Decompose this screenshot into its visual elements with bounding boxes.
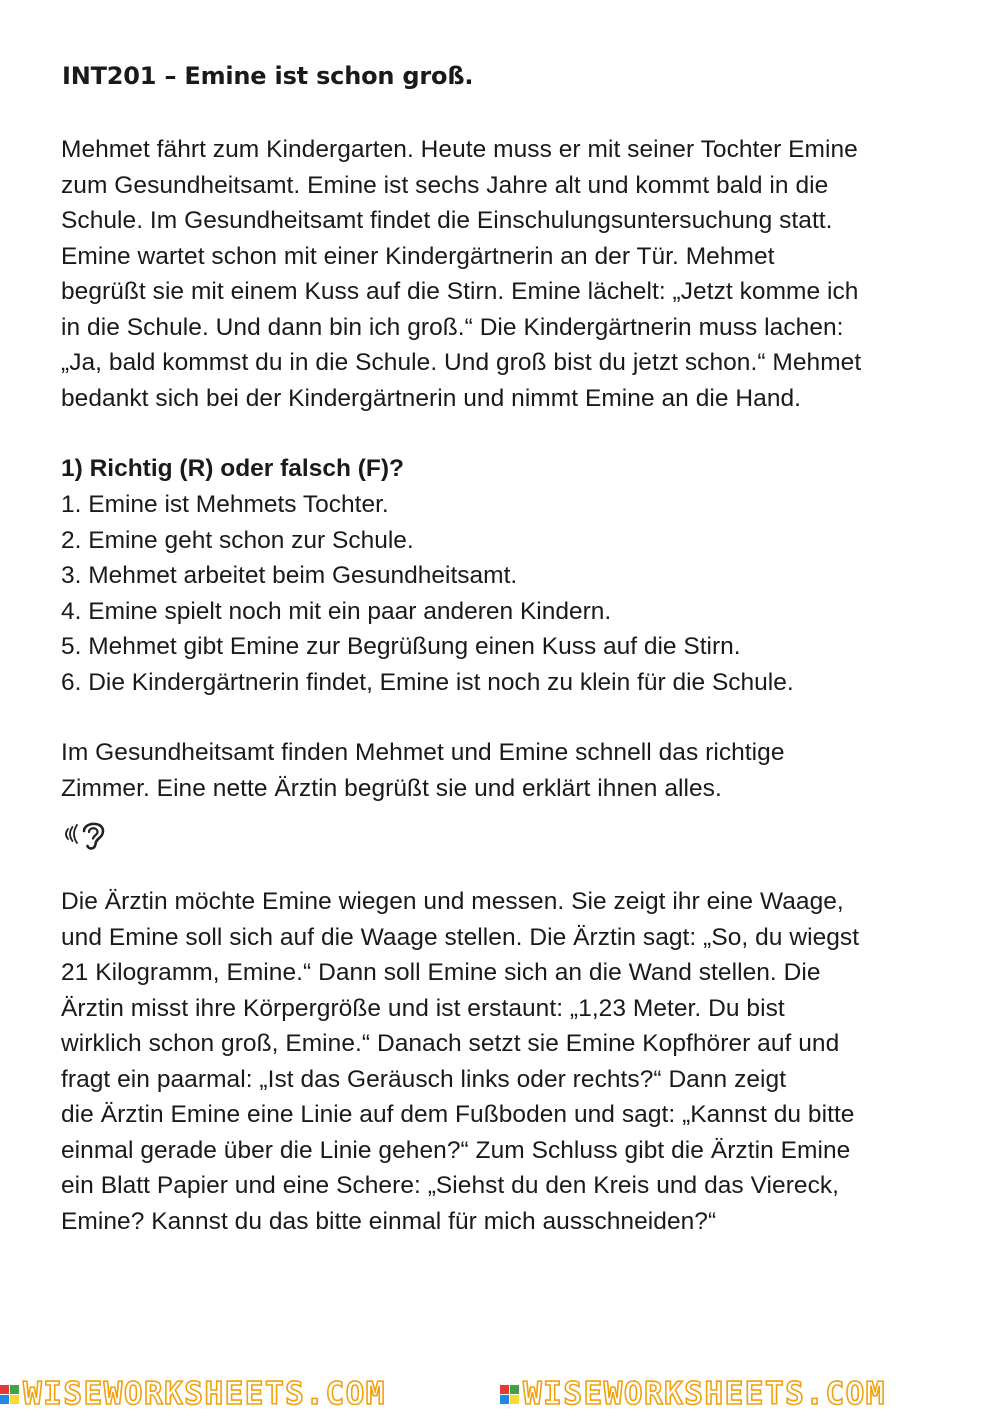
logo-square (510, 1385, 519, 1394)
logo-square (510, 1395, 519, 1404)
logo-icon (500, 1385, 519, 1404)
text-line: begrüßt sie mit einem Kuss auf die Stirn. Emine lächelt: „Jetzt komme ich (61, 278, 859, 305)
logo-icon (0, 1385, 19, 1404)
story-paragraph-2 (61, 735, 961, 806)
watermark (500, 1375, 1000, 1412)
text-line: 21 Kilogramm, Emine.“ Dann soll Emine sich an die Wand stellen. Die (61, 959, 821, 986)
logo-square (0, 1395, 9, 1404)
logo-square (500, 1385, 509, 1394)
text-line: bedankt sich bei der Kindergärtnerin und nimmt Emine an die Hand. (61, 384, 802, 412)
text-line: Emine? Kannst du das bitte einmal für mich ausschneiden?“ (61, 1207, 717, 1235)
story-paragraph-3 (61, 884, 961, 1239)
watermark-text: WISEWORKSHEETS.COM (23, 1375, 386, 1412)
statement-item: 4. Emine spielt noch mit ein paar anderen Kindern. (61, 597, 612, 625)
text-line: einmal gerade über die Linie gehen?“ Zum Schluss gibt die Ärztin Emine (61, 1136, 851, 1164)
statement-item: 3. Mehmet arbeitet beim Gesundheitsamt. (61, 562, 518, 589)
text-line: Schule. Im Gesundheitsamt findet die Einschulungsuntersuchung statt. (61, 207, 833, 234)
statement-item: 5. Mehmet gibt Emine zur Begrüßung einen Kuss auf die Stirn. (61, 633, 741, 660)
text-line: „Ja, bald kommst du in die Schule. Und groß bist du jetzt schon.“ Mehmet (61, 349, 862, 376)
story-paragraph-1 (61, 132, 961, 416)
text-line: in die Schule. Und dann bin ich groß.“ Die Kindergärtnerin muss lachen: (61, 313, 844, 341)
audio-play-button[interactable] (60, 815, 110, 853)
text-line: Emine wartet schon mit einer Kindergärtnerin an der Tür. Mehmet (61, 242, 775, 270)
watermark-text: WISEWORKSHEETS.COM (523, 1375, 886, 1412)
logo-square (10, 1385, 19, 1394)
statement-list (61, 487, 794, 700)
logo-square (10, 1395, 19, 1404)
statement-item: 1. Emine ist Mehmets Tochter. (61, 491, 389, 518)
statement-item: 2. Emine geht schon zur Schule. (61, 526, 414, 554)
watermark-footer (0, 1375, 1000, 1413)
statement-item: 6. Die Kindergärtnerin findet, Emine ist noch zu klein für die Schule. (61, 668, 794, 696)
ear-audio-icon (60, 815, 110, 853)
logo-square (500, 1395, 509, 1404)
text-line: und Emine soll sich auf die Waage stellen. Die Ärztin sagt: „So, du wiegst (61, 923, 860, 951)
text-line: Die Ärztin möchte Emine wiegen und messen. Sie zeigt ihr eine Waage, (61, 888, 844, 915)
task-heading: 1) Richtig (R) oder falsch (F)? (61, 455, 404, 482)
watermark (0, 1375, 500, 1412)
text-line: Im Gesundheitsamt finden Mehmet und Emine schnell das richtige (61, 739, 785, 766)
page-title: INT201 – Emine ist schon groß. (62, 62, 474, 90)
text-line: ein Blatt Papier und eine Schere: „Siehst du den Kreis und das Viereck, (61, 1172, 840, 1199)
text-line: Mehmet fährt zum Kindergarten. Heute muss er mit seiner Tochter Emine (61, 136, 858, 163)
logo-square (0, 1385, 9, 1394)
text-line: zum Gesundheitsamt. Emine ist sechs Jahre alt und kommt bald in die (61, 171, 829, 199)
text-line: Ärztin misst ihre Körpergröße und ist erstaunt: „1,23 Meter. Du bist (61, 994, 785, 1022)
text-line: fragt ein paarmal: „Ist das Geräusch links oder rechts?“ Dann zeigt (61, 1065, 787, 1093)
text-line: die Ärztin Emine eine Linie auf dem Fußboden und sagt: „Kannst du bitte (61, 1101, 855, 1128)
text-line: wirklich schon groß, Emine.“ Danach setzt sie Emine Kopfhörer auf und (61, 1030, 840, 1057)
text-line: Zimmer. Eine nette Ärztin begrüßt sie und erklärt ihnen alles. (61, 774, 722, 802)
